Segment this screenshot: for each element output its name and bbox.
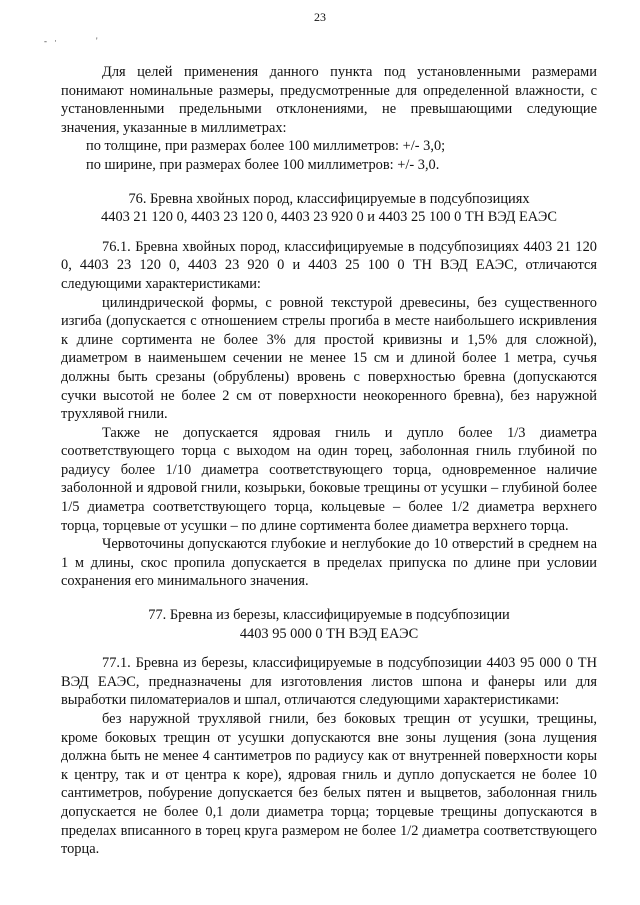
page-number: 23 [314,10,326,24]
section-76-heading-line-2: 4403 21 120 0, 4403 23 120 0, 4403 23 920 0 и 4403 25 100 0 ТН ВЭД ЕАЭС [101,209,557,226]
section-77-paragraph-1: 77.1. Бревна из березы, классифицируемые в подсубпозиции 4403 95 000 0 ТН ВЭД ЕАЭС, предназначены для изготовления листов шпона и фанеры или для выработки пиломатериалов и шпал, отличаются следующими характеристиками: [61,655,597,709]
section-77-heading [61,606,597,643]
section-77-heading-line-1: 77. Бревна из березы, классифицируемые в подсубпозиции [148,607,510,624]
section-76-paragraph-2: цилиндрической формы, с ровной текстурой древесины, без существенного изгиба (допускается с отношением стрелы прогиба в месте наибольшего искривления к длине сортимента не более 3% для простой кривизны и 1,5% для сложной), диаметром в наименьшем сечении не менее 15 см и длиной более 1 метра, сучья должны быть срезаны (обрублены) вровень с поверхностью бревна (допускаются сучки высотой не более 2 см от поверхности неокоренного бревна), без наружной трухлявой гнили. [61,294,597,423]
section-77-heading-line-2: 4403 95 000 0 ТН ВЭД ЕАЭС [239,625,419,642]
section-76-paragraph-1: 76.1. Бревна хвойных пород, классифицируемые в подсубпозициях 4403 21 120 0, 4403 23 120 0, 4403 23 920 0 и 4403 25 100 0 ТН ВЭД ЕАЭС, отличаются следующими характеристиками: [61,238,597,292]
section-76-paragraph-4: Червоточины допускаются глубокие и неглубокие до 10 отверстий в среднем на 1 м длины, скос пропила допускается в пределах припуска по длине при условии сохранения его минимального значения. [61,536,597,590]
section-76-paragraph-3: Также не допускается ядровая гниль и дупло более 1/3 диаметра соответствующего торца с выходом на один торец, заболонная гниль глубиной по радиусу более 1/10 диаметра соответствующего торца, одновременное наличие заболонной и ядровой гнили, козырьки, боковые трещины от усушки – глубиной более 1/5 диаметра соответствующего торца, кольцевые – более 1/2 диаметра верхнего торца, торцевые от усушки – по длине сортимента более диаметра верхнего торца. [61,424,597,534]
section-77-paragraph-2: без наружной трухлявой гнили, без боковых трещин от усушки, трещины, кроме боковых трещин от усушки допускаются вне зоны лущения (зона лущения должна быть не менее 4 сантиметров по радиусу как от внутренней поверхности коры к центру, так и от центра к коре), ядровая гниль и дупло допускается не более 10 сантиметров, побурение допускается без белых пятен и выцветов, заболонная гниль допускается не более 0,1 доли диаметра торца; торцевые трещины допускаются в пределах вписанного в торец круга размером не более 1/2 диаметра соответствующего торца. [61,711,597,858]
section-76-heading [61,190,597,227]
scan-mark: · [54,36,57,46]
scan-mark: ' [96,36,98,46]
scan-mark: - [44,36,47,46]
section-76-heading-line-1: 76. Бревна хвойных пород, классифицируемые в подсубпозициях [128,190,530,207]
intro-item-thickness: по толщине, при размерах более 100 миллиметров: +/- 3,0; [86,138,446,155]
intro-paragraph: Для целей применения данного пункта под установленными размерами понимают номинальные размеры, предусмотренные для определенной влажности, с установленными предельными отклонениями, не превышающими следующие значения, указанные в миллиметрах: [61,64,597,136]
intro-item-width: по ширине, при размерах более 100 миллиметров: +/- 3,0. [86,156,440,173]
document-body [61,63,597,859]
